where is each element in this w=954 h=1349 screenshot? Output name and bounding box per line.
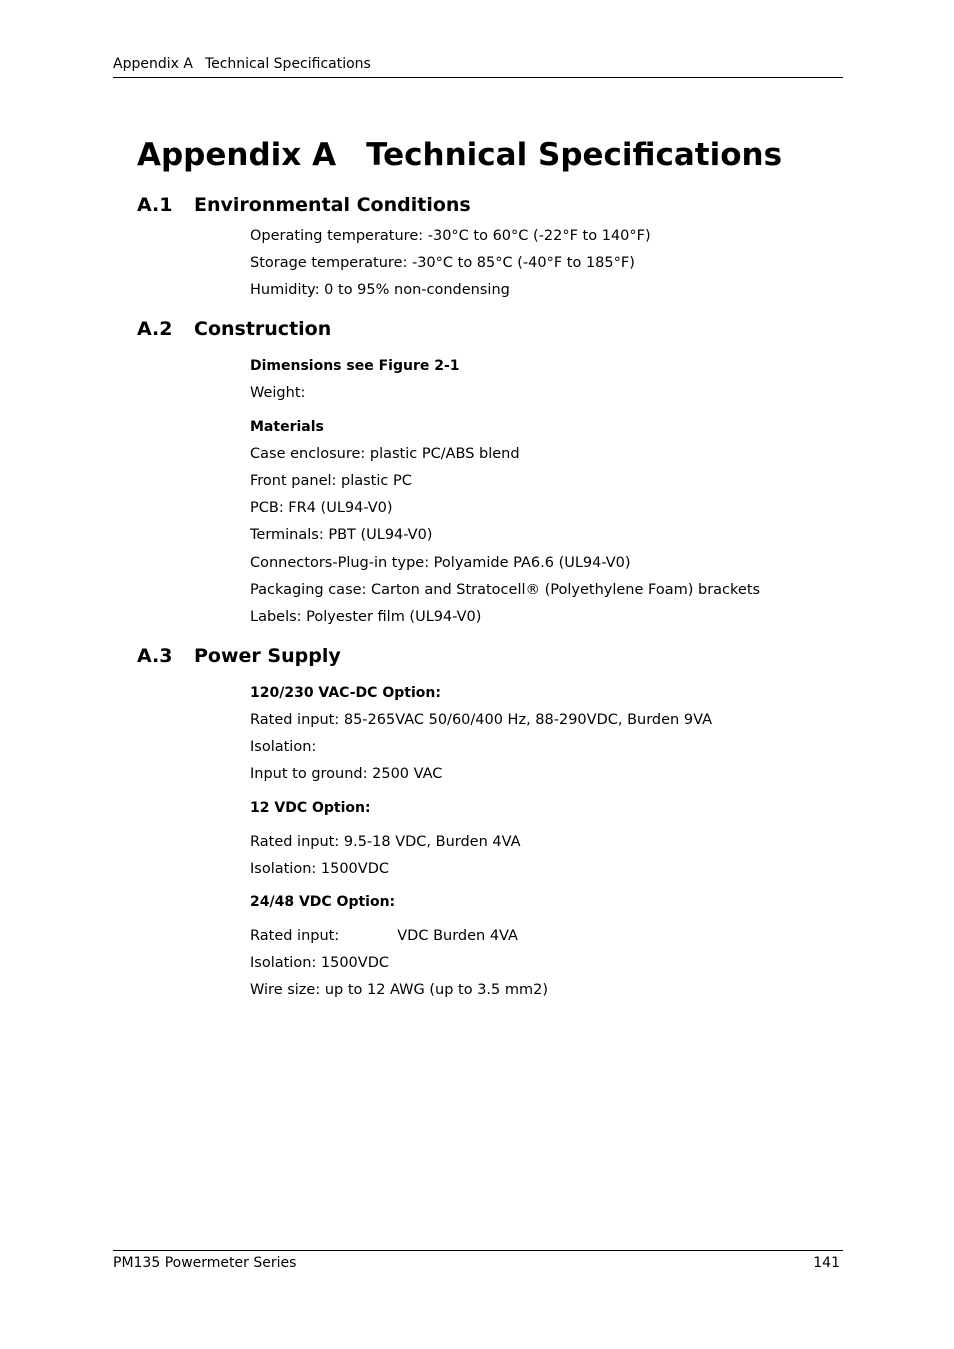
- spec-subheading: Dimensions see Figure 2-1: [250, 358, 460, 374]
- section-number: A.1: [137, 194, 173, 216]
- section-title: Power Supply: [194, 645, 341, 667]
- spec-line: Labels: Polyester film (UL94-V0): [250, 609, 482, 625]
- spec-line: Packaging case: Carton and Stratocell® (Polyethylene Foam) brackets: [250, 582, 761, 598]
- spec-line: Weight:: [250, 385, 306, 401]
- spec-line: Front panel: plastic PC: [250, 473, 412, 489]
- spec-subheading: 24/48 VDC Option:: [250, 894, 396, 910]
- spec-subheading: Materials: [250, 419, 324, 435]
- spec-subheading: 12 VDC Option:: [250, 800, 371, 816]
- spec-line: Storage temperature: -30°C to 85°C (-40°F to 185°F): [250, 255, 635, 271]
- spec-line: Rated input: 9.5-18 VDC, Burden 4VA: [250, 834, 521, 850]
- rated-input-label: Rated input:: [250, 928, 340, 944]
- spec-line-rated-input: [250, 927, 518, 945]
- spec-subheading: 120/230 VAC-DC Option:: [250, 685, 441, 701]
- page-title-label: Appendix A: [137, 137, 337, 173]
- spec-line: Connectors-Plug-in type: Polyamide PA6.6 (UL94-V0): [250, 555, 631, 571]
- section-number: A.3: [137, 645, 173, 667]
- spec-line: Case enclosure: plastic PC/ABS blend: [250, 446, 520, 462]
- running-header: [113, 55, 843, 78]
- page-title: [137, 133, 782, 177]
- spec-line: PCB: FR4 (UL94-V0): [250, 500, 393, 516]
- spec-line: Terminals: PBT (UL94-V0): [250, 527, 433, 543]
- page-title-text: Technical Specifications: [366, 137, 783, 173]
- section-title: Environmental Conditions: [194, 194, 471, 216]
- section-heading-construction: [137, 317, 331, 341]
- spec-line: Rated input: 85-265VAC 50/60/400 Hz, 88-290VDC, Burden 9VA: [250, 712, 712, 728]
- section-number: A.2: [137, 318, 173, 340]
- spec-line: Isolation: 1500VDC: [250, 955, 389, 971]
- footer-product: PM135 Powermeter Series: [113, 1255, 297, 1271]
- spec-line: Humidity: 0 to 95% non-condensing: [250, 282, 510, 298]
- header-appendix-title: Technical Specifications: [204, 56, 371, 72]
- spec-line: Wire size: up to 12 AWG (up to 3.5 mm2): [250, 982, 548, 998]
- page-number: 141: [813, 1255, 840, 1271]
- spec-line: Input to ground: 2500 VAC: [250, 766, 443, 782]
- section-heading-power-supply: [137, 644, 341, 668]
- rated-input-value: VDC Burden 4VA: [397, 928, 518, 944]
- running-footer: [113, 1250, 843, 1272]
- spec-line: Operating temperature: -30°C to 60°C (-22°F to 140°F): [250, 228, 651, 244]
- section-title: Construction: [194, 318, 332, 340]
- section-heading-environmental: [137, 193, 471, 217]
- spec-line: Isolation:: [250, 739, 317, 755]
- header-appendix-label: Appendix A: [113, 56, 193, 72]
- spec-line: Isolation: 1500VDC: [250, 861, 389, 877]
